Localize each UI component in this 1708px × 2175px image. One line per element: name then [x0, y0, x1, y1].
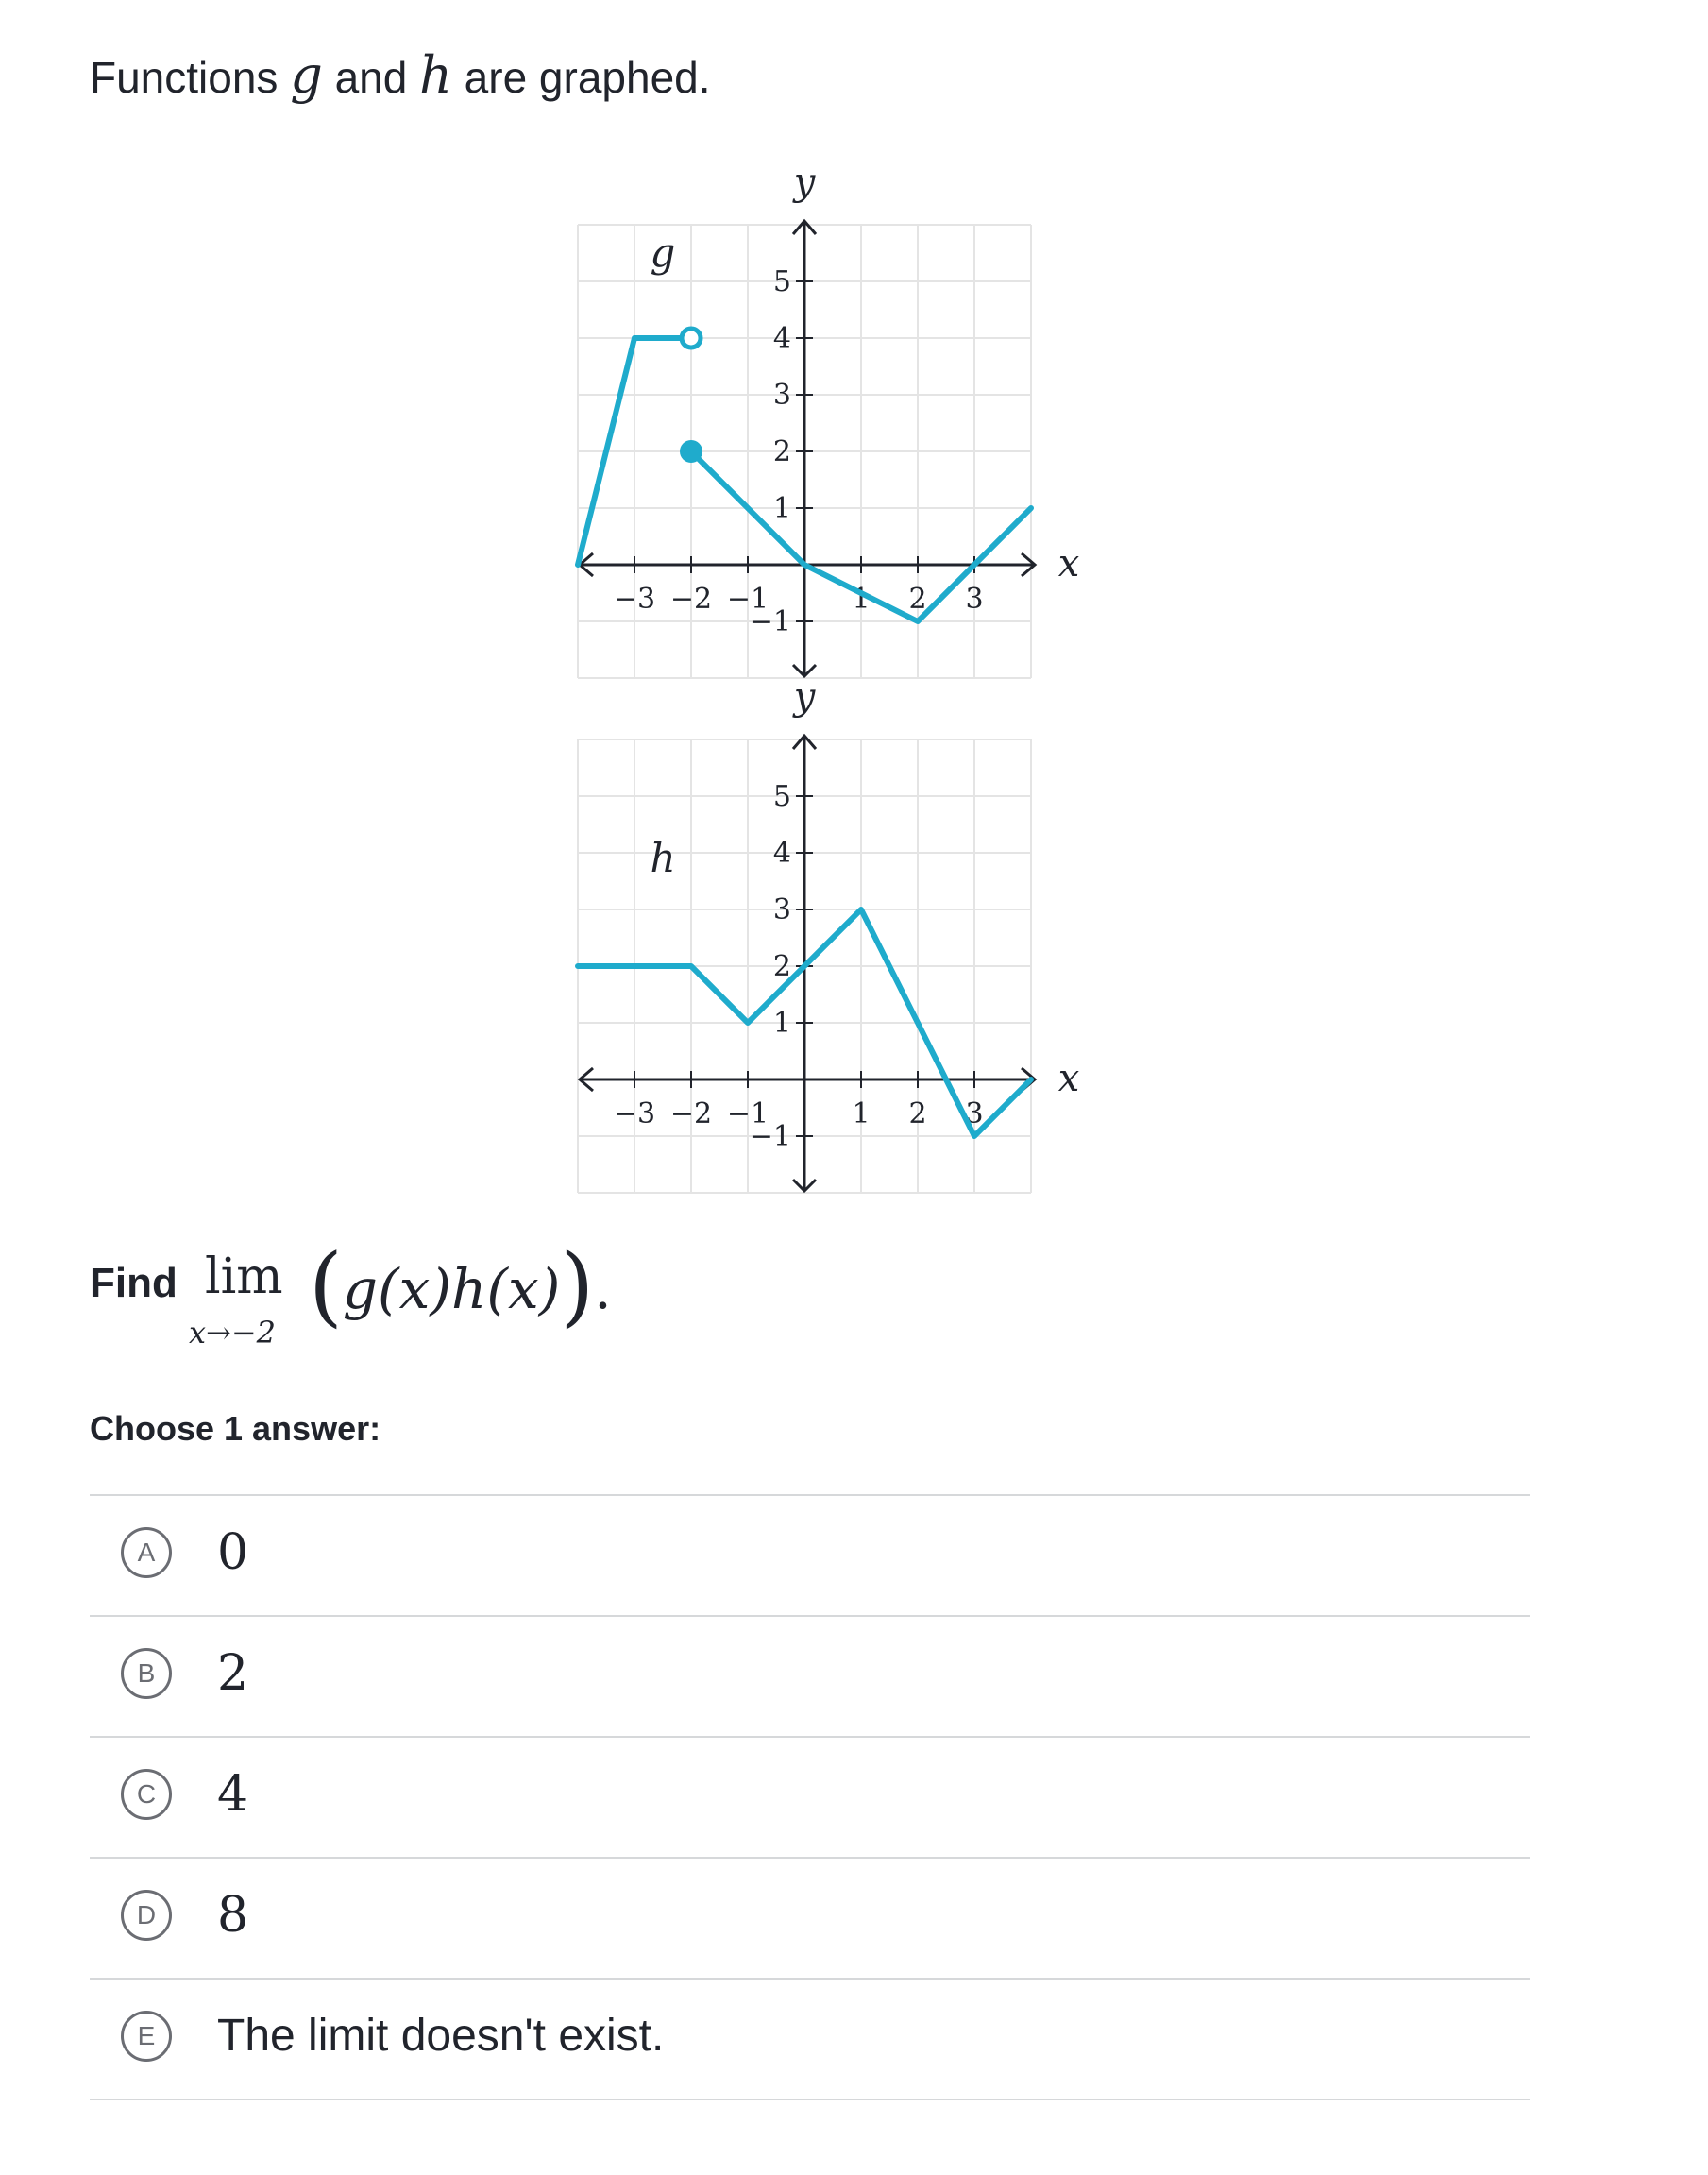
open-paren: ( — [309, 1235, 343, 1336]
intro-text-3: are graphed. — [451, 53, 711, 102]
choice-b[interactable] — [90, 1617, 1530, 1738]
answer-choices — [90, 1494, 1530, 2100]
x-tick-label: −2 — [669, 1097, 713, 1130]
choice-d-bubble[interactable]: D — [121, 1890, 172, 1941]
lim-period: . — [594, 1257, 612, 1321]
x-tick-label: 2 — [908, 1097, 927, 1130]
closed-point — [680, 440, 702, 463]
x-axis-label: x — [1057, 542, 1080, 586]
x-tick-label: 3 — [965, 583, 984, 616]
choice-d[interactable] — [90, 1859, 1530, 1980]
function-name-g: g — [290, 45, 323, 105]
y-tick-label: 5 — [772, 265, 791, 298]
x-tick-label: −1 — [726, 1097, 769, 1130]
curve-g — [578, 338, 691, 565]
choice-c[interactable] — [90, 1738, 1530, 1859]
lim-body: g(x)h(x) — [342, 1257, 561, 1321]
x-tick-label: 1 — [852, 583, 871, 616]
y-tick-label: −1 — [749, 605, 791, 638]
x-tick-label: 1 — [852, 1097, 871, 1130]
x-tick-label: 3 — [965, 1097, 984, 1130]
choice-b-bubble[interactable]: B — [121, 1648, 172, 1699]
choice-c-text: 4 — [217, 1766, 249, 1823]
x-axis-arrow-right — [1022, 553, 1035, 576]
y-tick-label: 1 — [772, 492, 791, 525]
function-label-g: g — [650, 229, 676, 276]
graph-h-group — [578, 675, 1079, 1193]
choice-b-text: 2 — [217, 1645, 249, 1702]
y-axis-label: y — [793, 161, 816, 204]
choice-c-bubble[interactable]: C — [121, 1769, 172, 1820]
function-label-h: h — [650, 835, 676, 881]
y-tick-label: 3 — [772, 893, 791, 926]
y-tick-label: 4 — [772, 322, 791, 355]
y-tick-label: 1 — [772, 1007, 791, 1040]
lim-subscript: x→−2 — [189, 1315, 277, 1351]
graph-g-group — [578, 161, 1079, 678]
x-tick-label: 2 — [908, 583, 927, 616]
x-tick-label: −1 — [726, 583, 769, 616]
y-tick-label: 2 — [772, 435, 791, 468]
intro-text-1: Functions — [90, 53, 291, 102]
lim-expression — [309, 1235, 612, 1336]
function-name-h: h — [419, 45, 452, 105]
y-axis-arrow-down — [793, 665, 816, 676]
choice-a-bubble[interactable]: A — [121, 1527, 172, 1578]
curve-h — [578, 909, 1031, 1136]
lim-operator: lim — [205, 1249, 283, 1305]
y-axis-arrow-up — [793, 736, 816, 749]
y-axis-arrow-up — [793, 221, 816, 234]
x-tick-label: −2 — [669, 583, 713, 616]
x-tick-label: −3 — [613, 583, 656, 616]
x-axis-label: x — [1057, 1057, 1080, 1100]
curve-g — [691, 451, 1031, 621]
limit-prompt — [90, 1228, 751, 1369]
choice-a[interactable] — [90, 1496, 1530, 1617]
choice-e[interactable] — [90, 1980, 1530, 2100]
x-axis-arrow-left — [580, 1068, 593, 1091]
choice-e-text: The limit doesn't exist. — [217, 2011, 665, 2061]
choice-e-bubble[interactable]: E — [121, 2011, 172, 2062]
y-axis-arrow-down — [793, 1180, 816, 1191]
y-tick-label: 4 — [772, 837, 791, 870]
question-intro — [90, 47, 711, 106]
open-point — [682, 329, 701, 348]
choose-label: Choose 1 answer: — [90, 1409, 381, 1448]
y-tick-label: −1 — [749, 1120, 791, 1153]
find-label: Find — [90, 1260, 178, 1306]
close-paren: ) — [560, 1235, 595, 1336]
intro-text-2: and — [322, 53, 420, 102]
y-tick-label: 2 — [772, 950, 791, 983]
x-tick-label: −3 — [613, 1097, 656, 1130]
choice-d-text: 8 — [217, 1887, 249, 1944]
y-tick-label: 5 — [772, 780, 791, 813]
choice-a-text: 0 — [217, 1524, 249, 1581]
x-axis-arrow-left — [580, 553, 593, 576]
y-tick-label: 3 — [772, 379, 791, 412]
y-axis-label: y — [793, 675, 816, 719]
x-axis-arrow-right — [1022, 1068, 1035, 1091]
